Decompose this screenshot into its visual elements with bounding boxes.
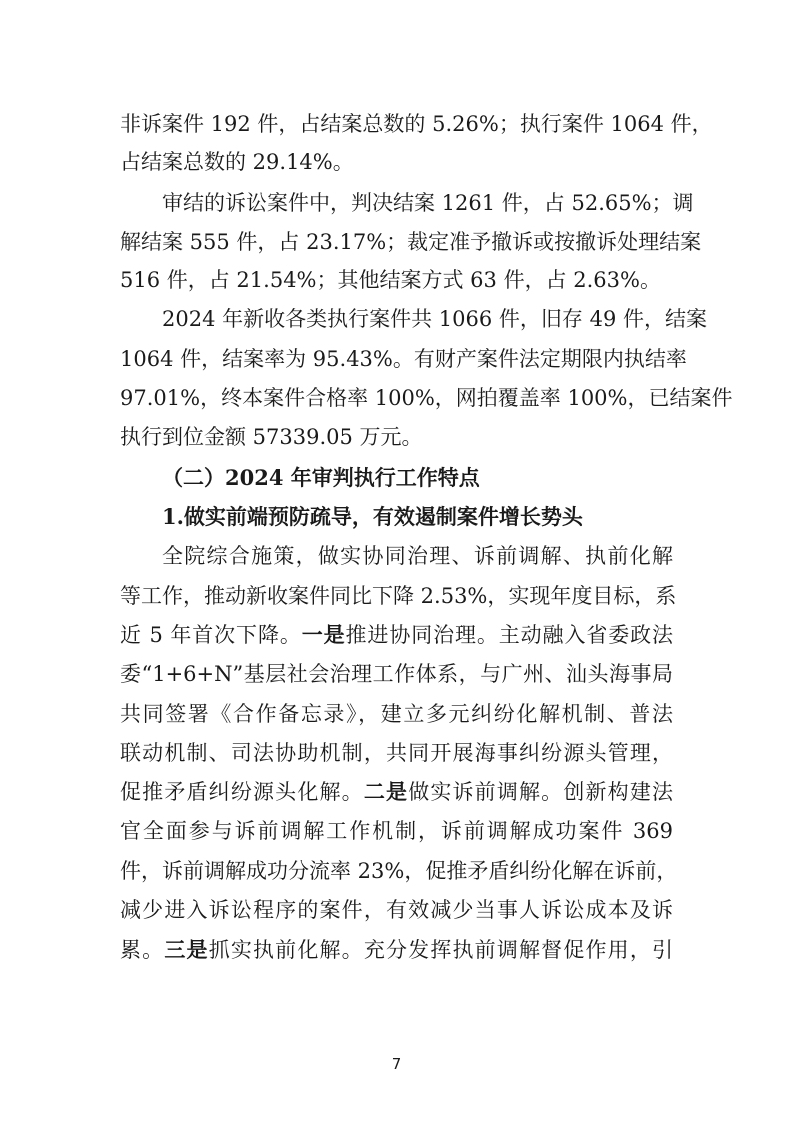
text-line: 解结案 555 件，占 23.17%；裁定准予撤诉或按撤诉处理结案 — [120, 230, 702, 254]
text-line: 97.01%，终本案件合格率 100%，网拍覆盖率 100%，已结案件 — [120, 386, 733, 410]
text-line: 减少进入诉讼程序的案件，有效减少当事人诉讼成本及诉 — [120, 898, 673, 922]
text-line: 官全面参与诉前调解工作机制，诉前调解成功案件 369 — [120, 819, 673, 843]
emphasis-first: 一是 — [301, 622, 346, 647]
text-line: 516 件，占 21.54%；其他结案方式 63 件，占 2.63%。 — [120, 268, 661, 292]
text-span: 做实诉前调解。创新构建法 — [408, 780, 674, 804]
subsection-heading: 1.做实前端预防疏导，有效遏制案件增长势头 — [162, 504, 583, 529]
text-span: 抓实执前化解。充分发挥执前调解督促作用，引 — [208, 938, 674, 962]
page-number: 7 — [391, 1055, 402, 1073]
emphasis-second: 二是 — [363, 779, 409, 804]
text-line: 共同签署《合作备忘录》，建立多元纠纷化解机制、普法 — [120, 702, 673, 726]
text-line: 1064 件，结案率为 95.43%。有财产案件法定期限内执结率 — [120, 347, 687, 371]
text-line — [120, 615, 673, 655]
text-line: 全院综合施策，做实协同治理、诉前调解、执前化解 — [162, 544, 673, 568]
text-line: 审结的诉讼案件中，判决结案 1261 件，占 52.65%；调 — [162, 191, 694, 215]
text-line — [120, 772, 673, 812]
section-heading: （二）2024 年审判执行工作特点 — [162, 465, 480, 490]
text-line: 委“1+6+N”基层社会治理工作体系，与广州、汕头海事局 — [120, 662, 673, 686]
text-line: 执行到位金额 57339.05 万元。 — [120, 425, 423, 449]
text-span: 推进协同治理。主动融入省委政法 — [345, 623, 674, 647]
text-span: 近 5 年首次下降。 — [120, 623, 302, 647]
text-line: 等工作，推动新收案件同比下降 2.53%，实现年度目标，系 — [120, 584, 677, 608]
text-line — [120, 930, 673, 970]
emphasis-third: 三是 — [164, 937, 209, 962]
text-line: 非诉案件 192 件，占结案总数的 5.26%；执行案件 1064 件， — [120, 112, 713, 136]
text-span: 促推矛盾纠纷源头化解。 — [120, 780, 364, 804]
text-span: 累。 — [120, 938, 165, 962]
text-line: 占结案总数的 29.14%。 — [120, 150, 354, 174]
text-line: 2024 年新收各类执行案件共 1066 件，旧存 49 件，结案 — [162, 307, 707, 331]
text-line: 联动机制、司法协助机制，共同开展海事纠纷源头管理， — [120, 741, 673, 765]
text-line: 件，诉前调解成功分流率 23%，促推矛盾纠纷化解在诉前， — [120, 859, 678, 883]
